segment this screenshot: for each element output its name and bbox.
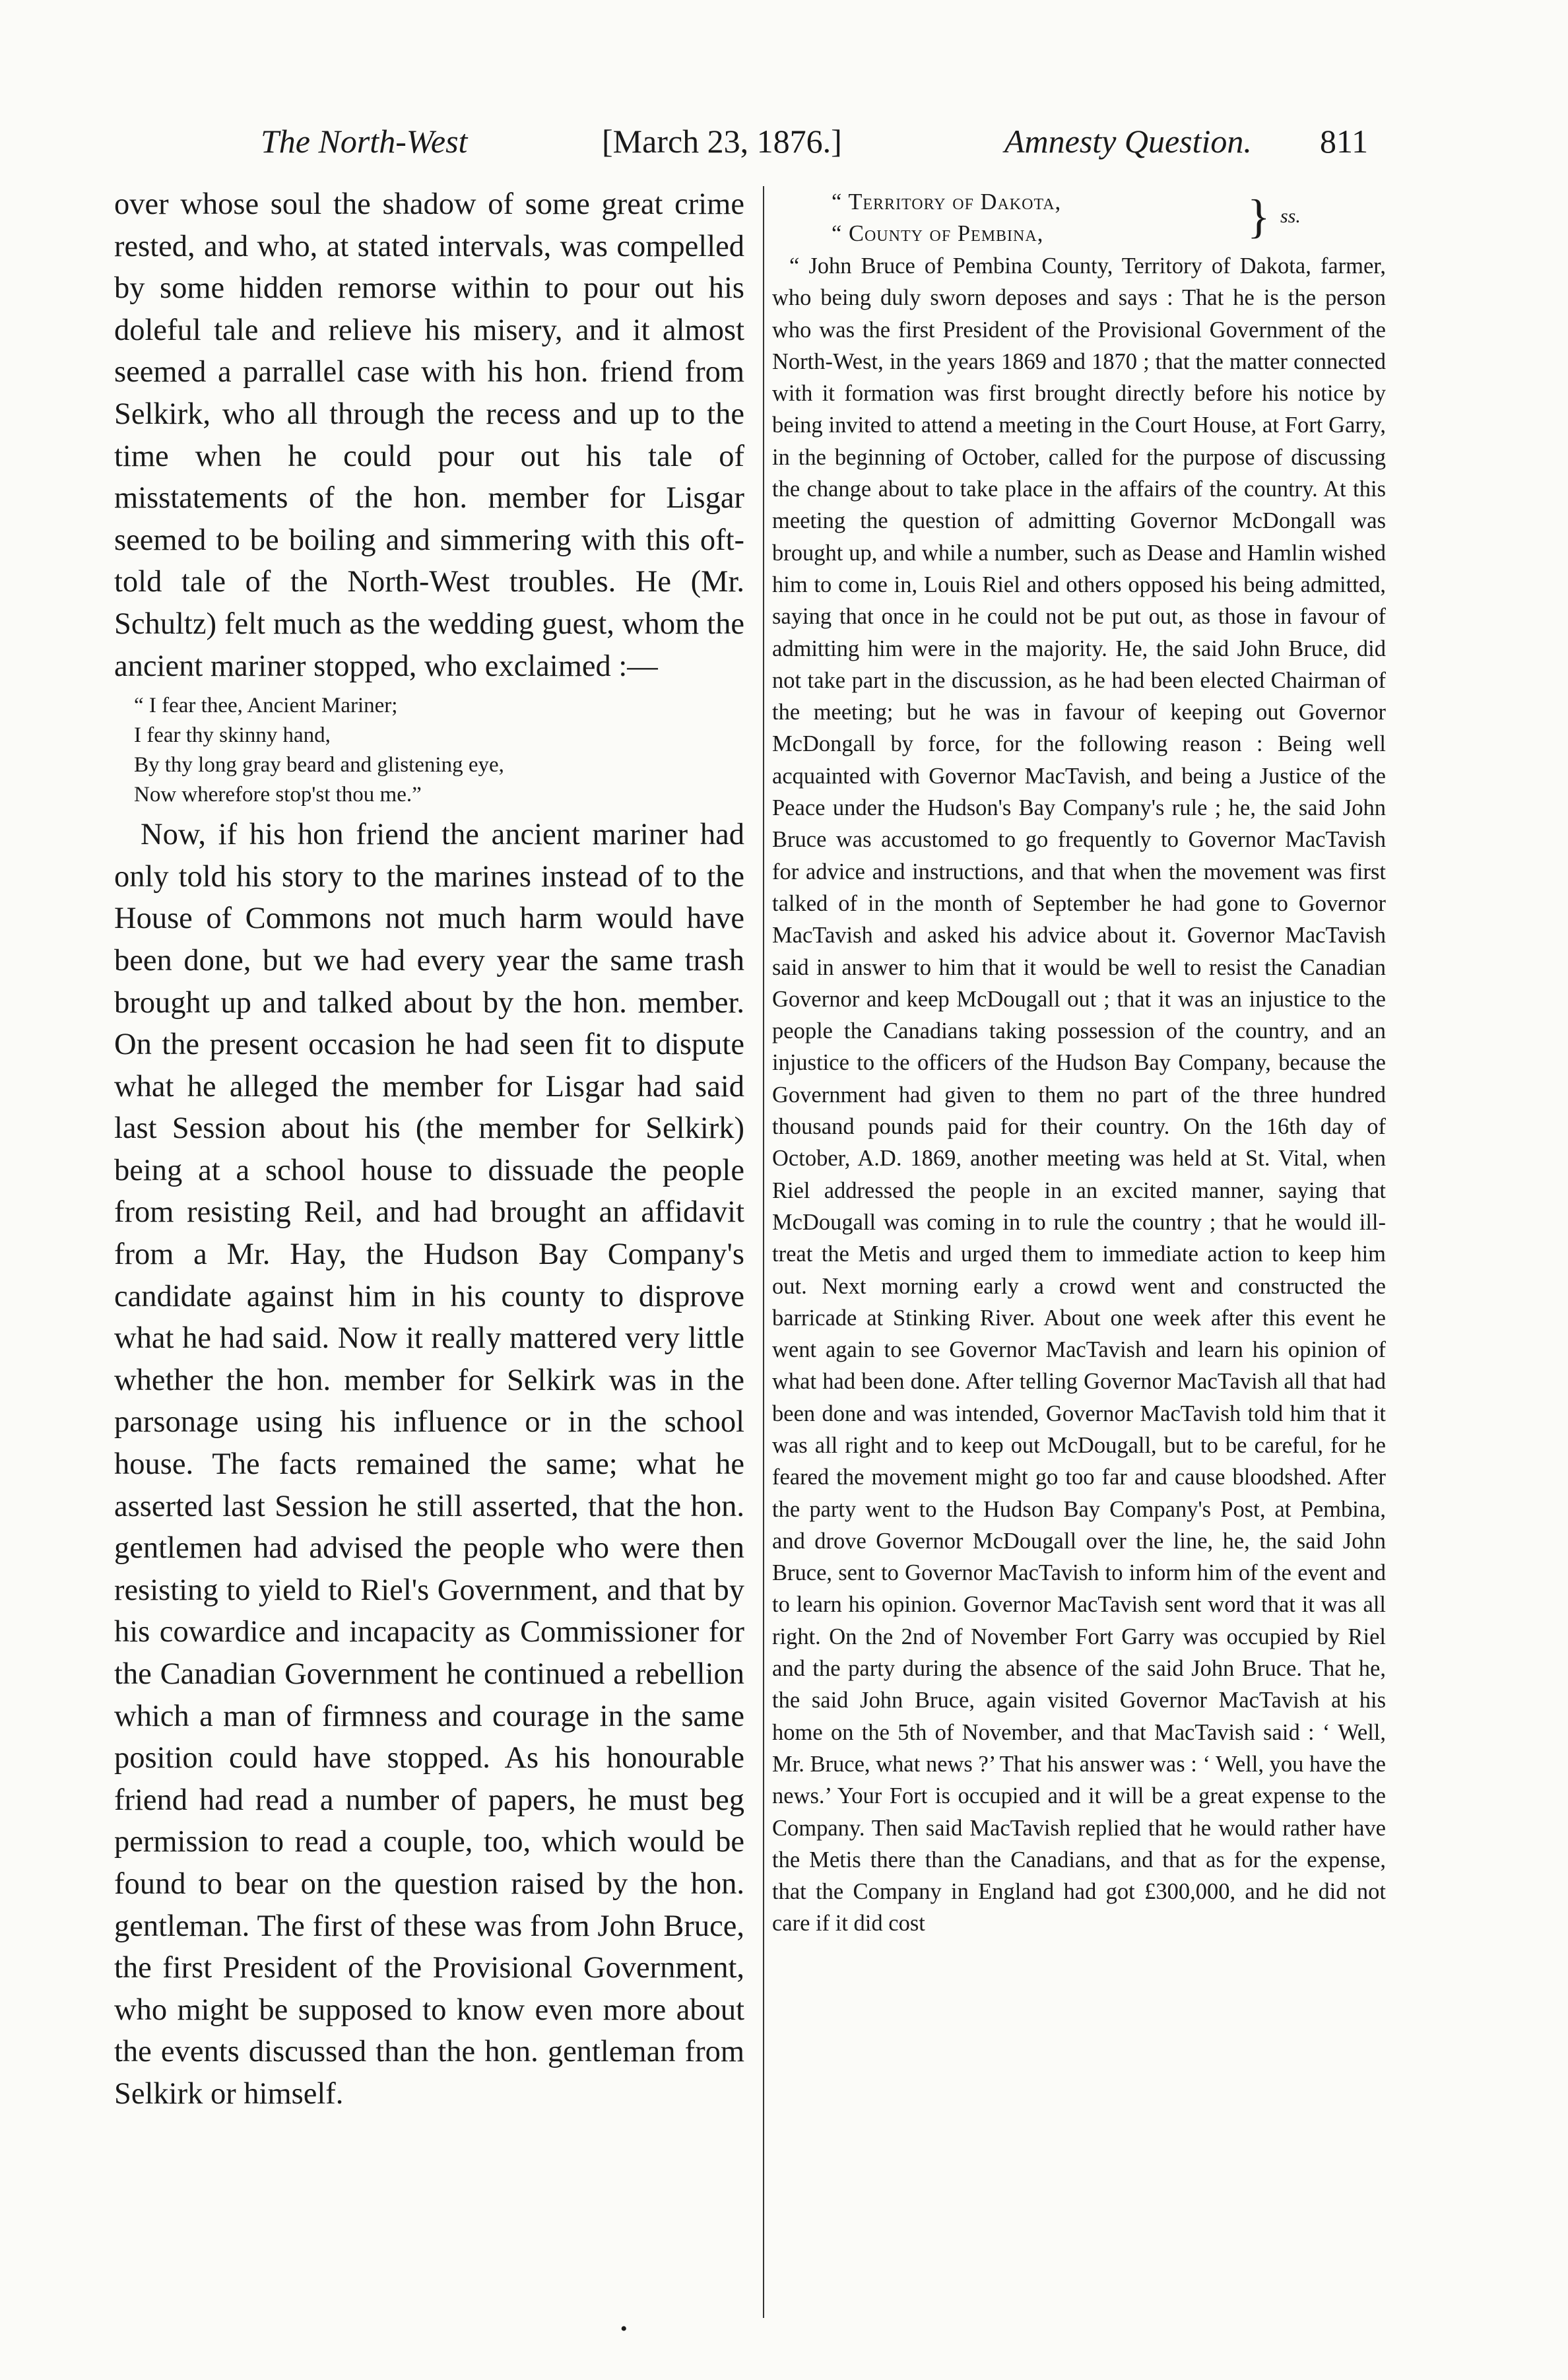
verse-line-3: By thy long gray beard and glistening eye,	[134, 753, 504, 777]
header-left-title: The North-West	[261, 123, 468, 160]
verse-line-4: Now wherefore stop'st thou me.”	[134, 783, 422, 807]
venue-county: “ County of Pembina,	[832, 221, 1044, 246]
page-number: 811	[1320, 123, 1369, 160]
verse-line-1: “ I fear thee, Ancient Mariner;	[134, 694, 398, 718]
left-column	[114, 183, 744, 2115]
venue-ss: ss.	[1280, 205, 1301, 227]
column-divider	[763, 186, 764, 2318]
affidavit-text: “ John Bruce of Pembina County, Territory of Dakota, farmer, who being duly sworn deposes and says : That he is the person who was the first President of the Provisional Government of the North-West, in the years 1869 and 1870 ; that the matter connected with it formation was first brought directly before his notice by being invited to attend a meeting in the Court House, at Fort Garry, in the beginning of October, called for the purpose of discussing the change about to take place in the affairs of the country. At this meeting the question of admitting Governor McDongall was brought up, and while a number, such as Dease and Hamlin wished him to come in, Louis Riel and others opposed his being admitted, saying that once in he could not be put out, as those in favour of admitting him were in the majority. He, the said John Bruce, did not take part in the discussion, as he had been elected Chairman of the meeting; but he was in favour of keeping out Governor McDongall by force, for the following reason : Being well acquainted with Governor MacTavish, and being a Justice of the Peace under the Hudson's Bay Company's rule ; he, the said John Bruce was accustomed to go frequently to Governor MacTavish for advice and instructions, and that when the movement was first talked of in the month of September he had gone to Governor MacTavish and asked his advice about it. Governor MacTavish said in answer to him that it would be well to resist the Canadian Governor and keep McDougall out ; that it was an injustice to the people the Canadians taking possession of the country, and an injustice to the officers of the Hudson Bay Company, because the Government had given to them no part of the three hundred thousand pounds paid for their country. On the 16th day of October, A.D. 1869, another meeting was held at St. Vital, when Riel addressed the people in an excited manner, saying that McDougall was coming in to rule the country ; that he would ill-treat the Metis and urged them to immediate action to keep him out. Next morning early a crowd went and constructed the barricade at Stinking River. About one week after this event he went again to see Governor MacTavish and learn his opinion of what had been done. After telling Governor MacTavish all that had been done and was intended, Governor MacTavish told him that it was all right and to keep out McDougall, but to be careful, for he feared the movement might go too far and cause bloodshed. After the party went to the Hudson Bay Company's Post, at Pembina, and drove Governor McDougall over the line, he, the said John Bruce, sent to Governor MacTavish to inform him of the event and to learn his opinion. Governor MacTavish sent word that it was all right. On the 2nd of November Fort Garry was occupied by Riel and the party during the absence of the said John Bruce. That he, the said John Bruce, again visited Governor MacTavish at his home on the 5th of November, and that MacTavish said : ‘ Well, Mr. Bruce, what news ?’ That his answer was : ‘ Well, you have the news.’ Your Fort is occupied and it will be a great expense to the Company. Then said MacTavish replied that he would rather have the Metis there than the Canadians, and that as for the expense, that the Company in England had got £300,000, and he did not care if it did cost	[772, 253, 1386, 1936]
right-column	[772, 186, 1386, 1940]
verse-line-2: I fear thy skinny hand,	[134, 723, 331, 748]
venue-territory: “ Territory of Dakota,	[832, 189, 1062, 215]
footer-mark: •	[620, 2318, 628, 2340]
venue-brace: }	[1247, 190, 1270, 243]
left-paragraph-1: over whose soul the shadow of some great crime rested, and who, at stated intervals, was compelled by some hidden remorse within to pour out his doleful tale and relieve his misery, and it almost seemed a parrallel case with his hon. friend from Selkirk, who all through the recess and up to the time when he could pour out his tale of misstatements of the hon. member for Lisgar seemed to be boiling and simmering with this oft-told tale of the North-West troubles. He (Mr. Schultz) felt much as the wedding guest, whom the ancient mariner stopped, who exclaimed :—	[114, 187, 744, 683]
left-paragraph-2: Now, if his hon friend the ancient mariner had only told his story to the marines instead of to the House of Commons not much harm would have been done, but we had every year the same trash brought up and talked about by the hon. member. On the present occasion he had seen fit to dispute what he alleged the member for Lisgar had said last Session about his (the member for Selkirk) being at a school house to dissuade the people from resisting Reil, and had brought an affidavit from a Mr. Hay, the Hudson Bay Company's candidate against him in his county to disprove what he had said. Now it really mattered very little whether the hon. member for Selkirk was in the parsonage using his influence or in the school house. The facts remained the same; what he asserted last Session he still asserted, that the hon. gentlemen had advised the people who were then resisting to yield to Riel's Government, and that by his cowardice and incapacity as Commissioner for the Canadian Government he continued a rebellion which a man of firmness and courage in the same position could have stopped. As his honourable friend had read a number of papers, he must beg permission to read a couple, too, which would be found to bear on the question raised by the hon. gentleman. The first of these was from John Bruce, the first President of the Provisional Government, who might be supposed to know even more about the events discussed than the hon. gentleman from Selkirk or himself.	[114, 818, 744, 2111]
affidavit-venue	[772, 186, 1386, 250]
verse-quote	[134, 691, 744, 810]
header-right-title: Amnesty Question.	[1004, 123, 1252, 160]
header-date: [March 23, 1876.]	[602, 123, 842, 160]
running-header	[198, 122, 1386, 175]
